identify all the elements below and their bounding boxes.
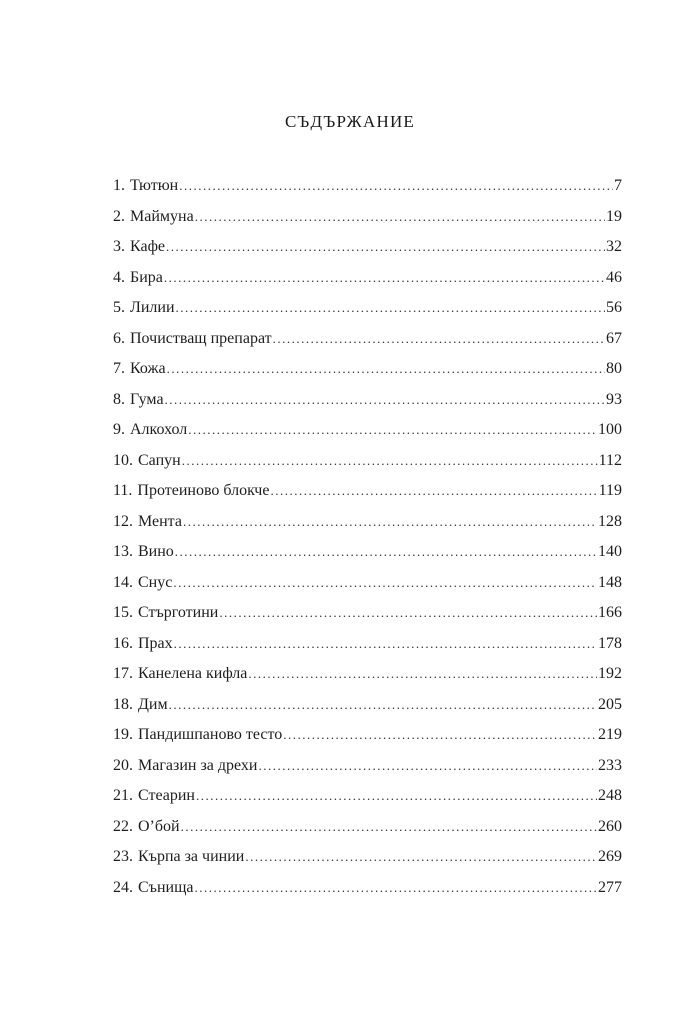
toc-entry-title: Кожа	[130, 360, 166, 377]
dot-leader	[165, 389, 605, 411]
dot-leader	[258, 755, 597, 777]
dot-leader	[166, 236, 605, 258]
toc-entry	[113, 724, 622, 755]
dot-leader	[179, 175, 613, 197]
toc-entry-number: 1.	[113, 177, 125, 194]
toc-entry-number: 19.	[113, 726, 133, 743]
dot-leader	[219, 602, 597, 624]
toc-entry-title: Маймуна	[130, 207, 194, 225]
toc-entry-number: 10.	[113, 451, 133, 469]
toc-entry-number: 17.	[113, 665, 133, 682]
toc-entry-title: Магазин за дрехи	[138, 756, 258, 774]
toc-entry	[113, 846, 622, 877]
toc-entry	[113, 572, 622, 603]
dot-leader	[175, 541, 597, 563]
toc-entry-page: 205	[598, 695, 622, 713]
toc-entry	[113, 358, 622, 389]
toc-entry	[113, 480, 622, 511]
dot-leader	[245, 846, 597, 868]
toc-entry	[113, 328, 622, 359]
toc-entry-page: 233	[598, 756, 622, 774]
toc-entry-page: 32	[606, 238, 622, 255]
toc-entry	[113, 297, 622, 328]
toc-entry-title: Сапун	[138, 451, 181, 469]
toc-entry-page: 56	[606, 299, 622, 316]
toc-entry-label	[113, 297, 176, 319]
toc-entry-label	[113, 663, 248, 685]
toc-entry-page: 7	[614, 177, 622, 194]
toc-entry-title: Пандишпаново тесто	[138, 726, 283, 743]
toc-entry-title: Сънища	[138, 878, 194, 896]
page-title: СЪДЪРЖАНИЕ	[284, 112, 416, 131]
dot-leader	[196, 785, 597, 807]
toc-entry-page: 166	[598, 604, 622, 621]
toc-entry-label	[113, 175, 179, 197]
toc-entry	[113, 267, 622, 298]
toc-entry-page: 219	[598, 726, 622, 743]
dot-leader	[169, 694, 597, 716]
toc-entry-title: Кърпа за чинии	[138, 848, 245, 865]
toc-entry-page: 128	[598, 512, 622, 530]
toc-entry-page: 178	[598, 634, 622, 652]
toc-entry-number: 16.	[113, 634, 133, 652]
toc-entry-title: Лилии	[130, 299, 175, 316]
toc-entry-title: Почистващ препарат	[130, 329, 272, 347]
toc-entry-number: 5.	[113, 299, 125, 316]
toc-entry-title: Стеарин	[138, 787, 195, 804]
toc-entry-number: 9.	[113, 421, 125, 438]
toc-entry-number: 7.	[113, 360, 125, 377]
toc-entry	[113, 694, 622, 725]
toc-entry-page: 277	[598, 878, 622, 896]
toc-entry	[113, 785, 622, 816]
dot-leader	[181, 816, 597, 838]
toc-entry	[113, 419, 622, 450]
toc-entry-title: Алкохол	[130, 421, 188, 438]
dot-leader	[176, 297, 605, 319]
toc-entry-number: 15.	[113, 604, 133, 621]
toc-entry-page: 80	[606, 360, 622, 377]
dot-leader	[273, 328, 605, 350]
toc-entry-title: Дим	[138, 695, 168, 713]
toc-entry-number: 20.	[113, 756, 133, 774]
toc-entry	[113, 206, 622, 237]
toc-entry-title: Вино	[138, 543, 174, 560]
toc-entry-title: Кафе	[130, 238, 166, 255]
toc-entry-page: 93	[606, 390, 622, 408]
toc-entry-page: 119	[598, 482, 622, 499]
toc-entry-number: 8.	[113, 390, 125, 408]
toc-entry-page: 140	[598, 543, 622, 560]
toc-entry-page: 269	[598, 848, 622, 865]
toc-entry-number: 3.	[113, 238, 125, 255]
toc-entry-page: 100	[598, 421, 622, 438]
dot-leader	[167, 358, 605, 380]
toc-entry-label	[113, 785, 196, 807]
toc-entry-label	[113, 633, 174, 655]
toc-entry-label	[113, 724, 283, 746]
toc-entry-number: 24.	[113, 878, 133, 896]
toc-entry-number: 13.	[113, 543, 133, 560]
toc-entry-label	[113, 328, 273, 350]
toc-entry-title: Гума	[130, 390, 164, 408]
toc-entry-number: 12.	[113, 512, 133, 530]
toc-entry-label	[113, 877, 195, 899]
dot-leader	[188, 419, 597, 441]
toc-entry-page: 148	[598, 573, 622, 591]
toc-entry-label	[113, 419, 188, 441]
dot-leader	[164, 267, 605, 289]
toc-entry-label	[113, 267, 164, 289]
toc-entry-label	[113, 572, 173, 594]
toc-entry-label	[113, 846, 245, 868]
toc-entry-page: 192	[598, 665, 622, 682]
toc-entry	[113, 389, 622, 420]
toc-entry	[113, 511, 622, 542]
toc-entry-number: 4.	[113, 268, 125, 286]
dot-leader	[174, 633, 597, 655]
toc-entry-label	[113, 511, 183, 533]
toc-entry-label	[113, 816, 181, 838]
toc-entry-page: 112	[598, 451, 622, 469]
toc-entry-page: 248	[598, 787, 622, 804]
toc-entry-label	[113, 389, 165, 411]
toc-entry-title: О’бой	[138, 817, 180, 835]
toc-entry-number: 2.	[113, 207, 125, 225]
toc-entry-label	[113, 694, 169, 716]
toc-entry-title: Канелена кифла	[138, 665, 248, 682]
dot-leader	[173, 572, 597, 594]
toc-entry-number: 14.	[113, 573, 133, 591]
toc-entry-label	[113, 755, 258, 777]
toc-entry-page: 260	[598, 817, 622, 835]
toc-entry-label	[113, 602, 219, 624]
toc-entry-number: 6.	[113, 329, 125, 347]
dot-leader	[283, 724, 597, 746]
toc-entry	[113, 541, 622, 572]
dot-leader	[195, 206, 605, 228]
toc-entry-label	[113, 206, 195, 228]
dot-leader	[270, 480, 597, 502]
toc-entry-label	[113, 450, 182, 472]
toc-entry-title: Прах	[138, 634, 173, 652]
toc-entry-label	[113, 358, 167, 380]
toc-entry-label	[113, 480, 270, 502]
toc-entry	[113, 816, 622, 847]
toc-entry-page: 67	[606, 329, 622, 347]
toc-entry-page: 19	[606, 207, 622, 225]
toc-entry	[113, 175, 622, 206]
dot-leader	[195, 877, 598, 899]
dot-leader	[182, 450, 598, 472]
toc-entry-title: Тютюн	[130, 177, 179, 194]
toc-entry-title: Бира	[130, 268, 163, 286]
table-of-contents	[113, 175, 622, 907]
toc-entry	[113, 755, 622, 786]
toc-entry-title: Стърготини	[138, 604, 219, 621]
toc-entry-number: 18.	[113, 695, 133, 713]
toc-entry-label	[113, 236, 166, 258]
dot-leader	[183, 511, 597, 533]
toc-entry	[113, 602, 622, 633]
toc-entry-number: 22.	[113, 817, 133, 835]
toc-entry-number: 23.	[113, 848, 133, 865]
toc-entry	[113, 236, 622, 267]
toc-entry	[113, 663, 622, 694]
toc-entry	[113, 450, 622, 481]
toc-entry-title: Протеиново блокче	[137, 482, 270, 499]
toc-entry-number: 21.	[113, 787, 133, 804]
toc-entry-number: 11.	[113, 482, 133, 499]
toc-entry	[113, 877, 622, 908]
toc-entry-label	[113, 541, 175, 563]
toc-entry-page: 46	[606, 268, 622, 286]
toc-entry	[113, 633, 622, 664]
toc-entry-title: Снус	[138, 573, 173, 591]
toc-entry-title: Мента	[138, 512, 182, 530]
dot-leader	[248, 663, 597, 685]
